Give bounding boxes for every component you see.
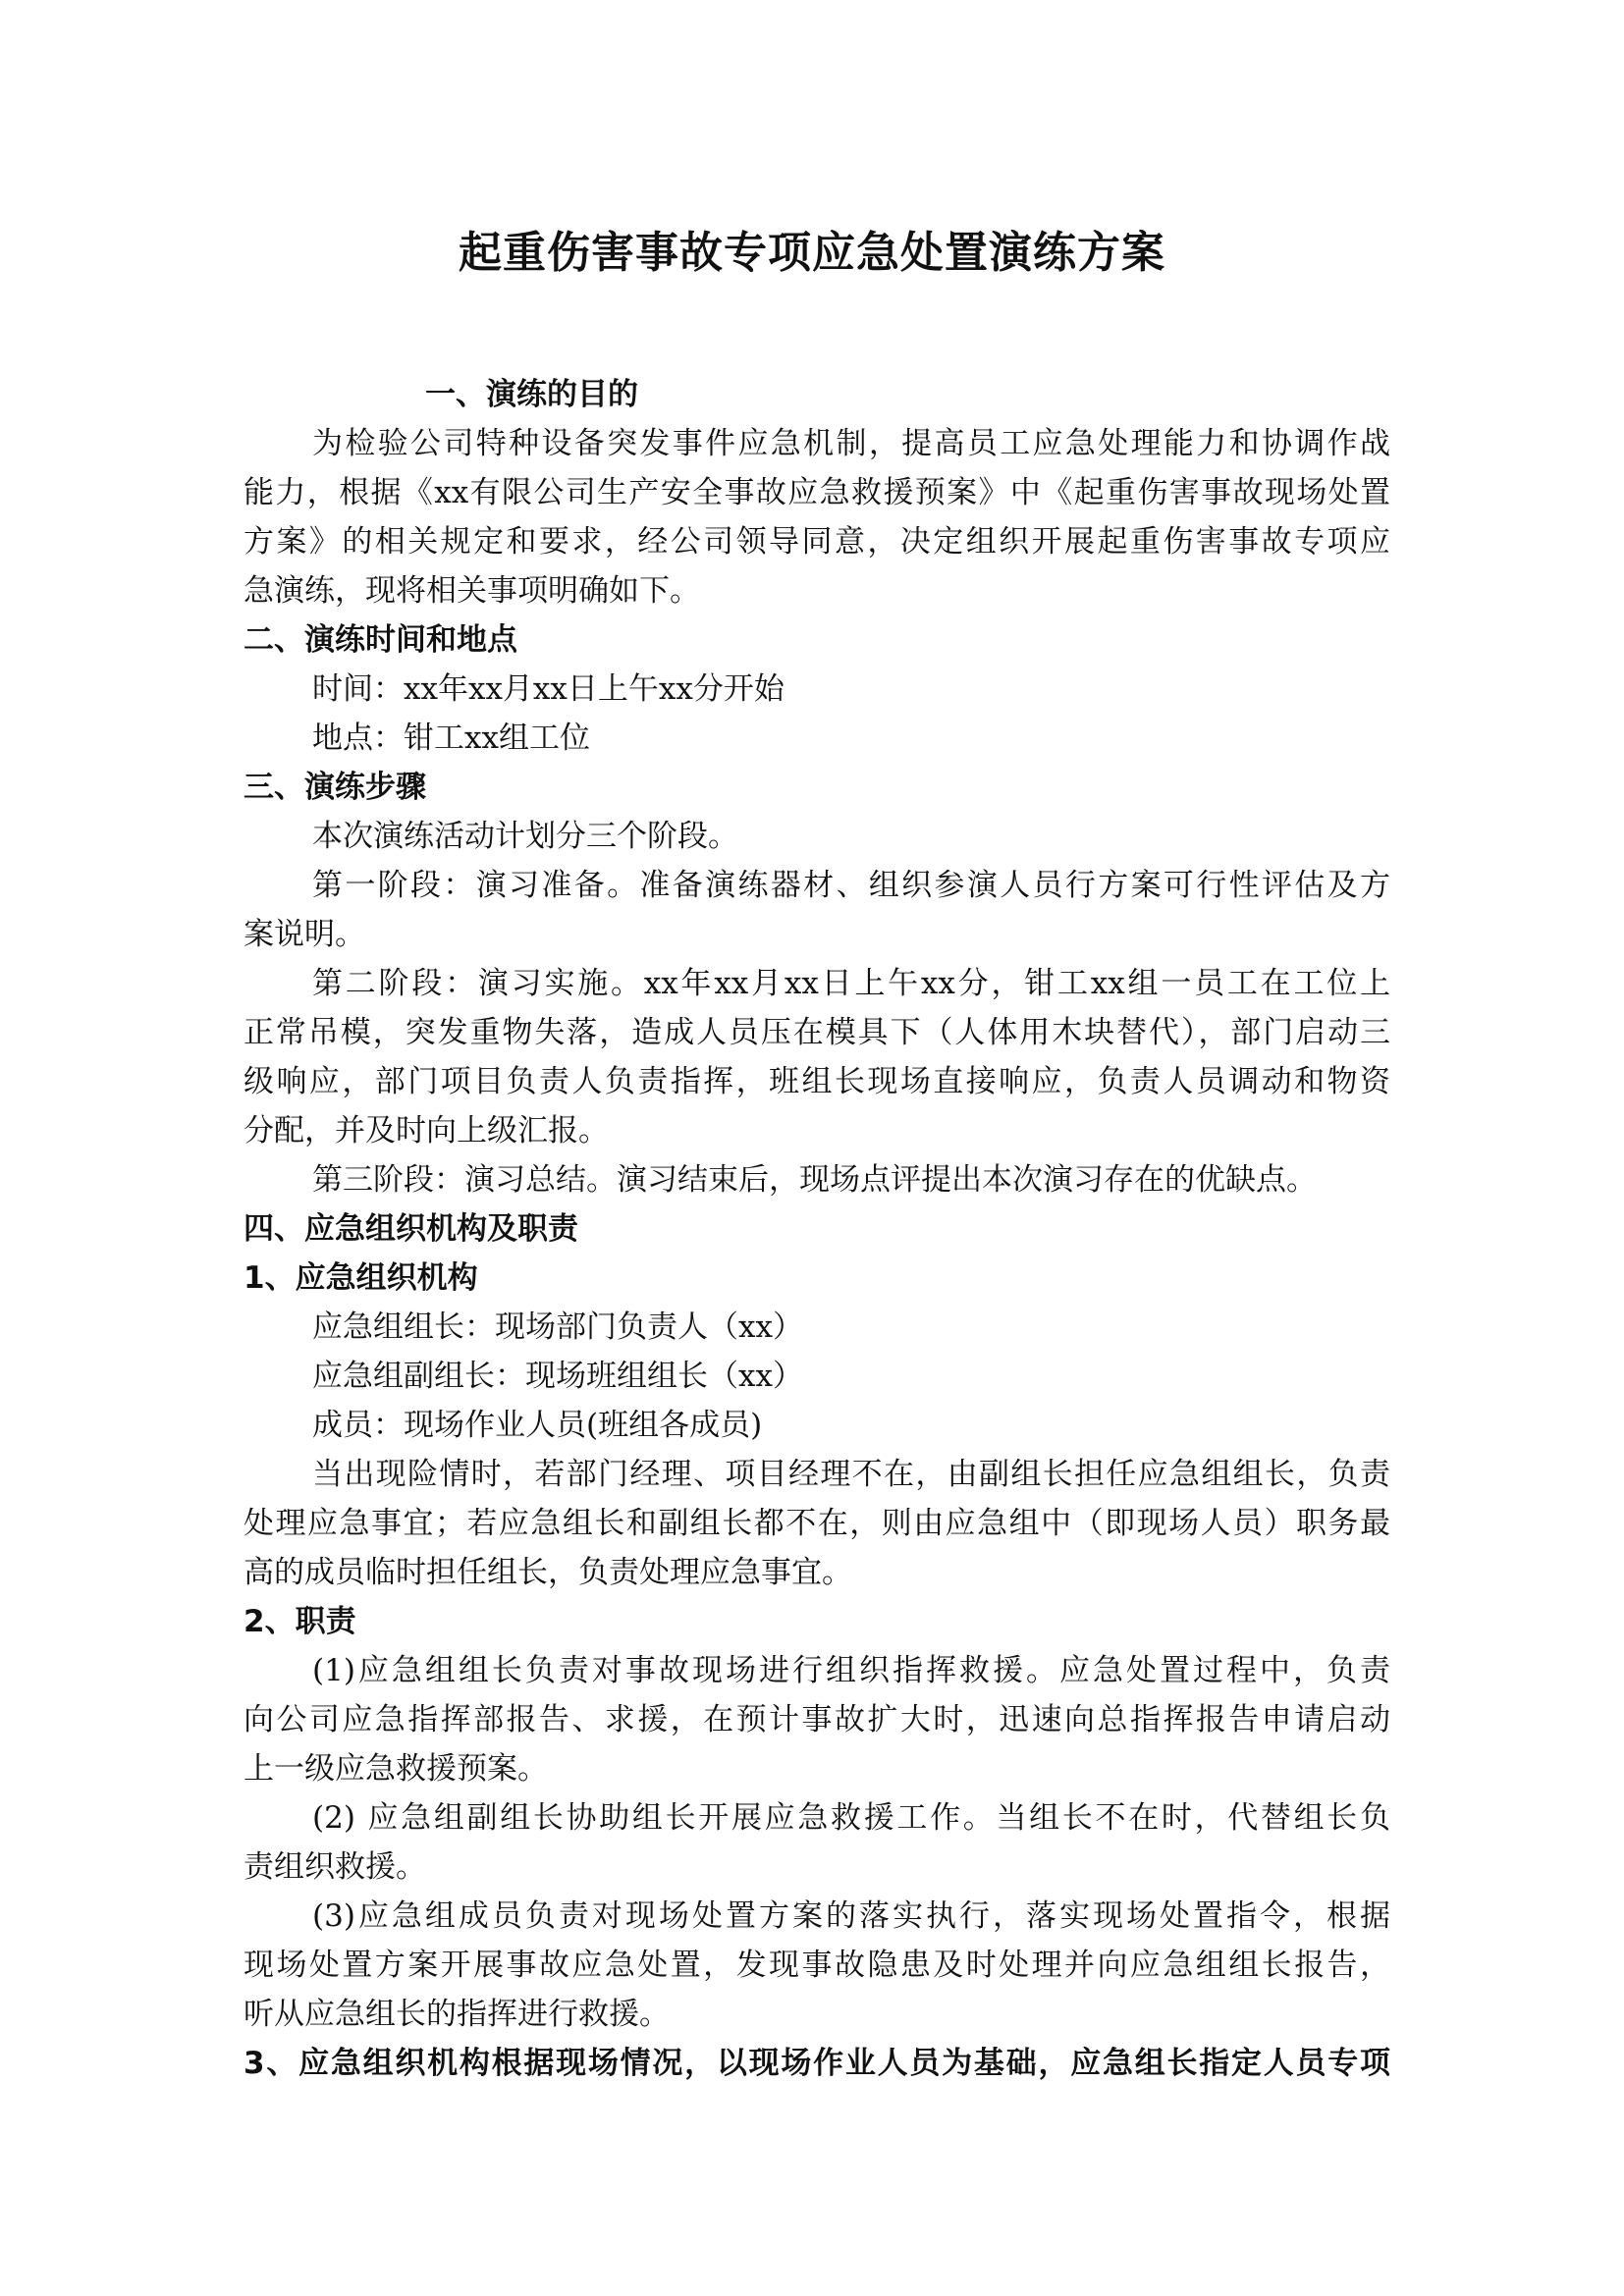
section-heading-purpose: 一、演练的目的 — [425, 377, 638, 412]
paragraph-line: 应急组组长：现场部门负责人（xx） — [312, 1309, 803, 1345]
paragraph-line: 地点：钳工xx组工位 — [312, 721, 590, 756]
paragraph-line: 时间：xx年xx月xx日上午xx分开始 — [312, 671, 785, 707]
paragraph-line: 急演练，现将相关事项明确如下。 — [244, 573, 700, 609]
paragraph-line: 责组织救援。 — [244, 1849, 426, 1885]
paragraph-line: 当出现险情时，若部门经理、项目经理不在，由副组长担任应急组组长，负责 — [312, 1457, 1390, 1492]
section-heading-time-place: 二、演练时间和地点 — [244, 622, 517, 658]
paragraph-line: 为检验公司特种设备突发事件应急机制，提高员工应急处理能力和协调作战 — [312, 426, 1390, 461]
paragraph-line: 应急组副组长：现场班组组长（xx） — [312, 1359, 803, 1394]
paragraph-line: 上一级应急救援预案。 — [244, 1751, 548, 1787]
paragraph-line: 方案》的相关规定和要求，经公司领导同意，决定组织开展起重伤害事故专项应 — [244, 524, 1390, 560]
paragraph-line: 高的成员临时担任组长，负责处理应急事宜。 — [244, 1555, 852, 1590]
paragraph-line: 处理应急事宜；若应急组长和副组长都不在，则由应急组中（即现场人员）职务最 — [244, 1506, 1390, 1541]
paragraph-line: (3)应急组成员负责对现场处置方案的落实执行，落实现场处置指令，根据 — [312, 1898, 1390, 1934]
subsection-heading-field-organization: 3、应急组织机构根据现场情况，以现场作业人员为基础，应急组长指定人员专项 — [244, 2046, 1390, 2081]
paragraph-line: (1)应急组组长负责对事故现场进行组织指挥救援。应急处置过程中，负责 — [312, 1653, 1390, 1688]
subsection-heading-structure: 1、应急组织机构 — [244, 1260, 478, 1296]
paragraph-line: 能力，根据《xx有限公司生产安全事故应急救援预案》中《起重伤害事故现场处置 — [244, 475, 1390, 510]
paragraph-line: 案说明。 — [244, 917, 365, 952]
paragraph-line: 听从应急组长的指挥进行救援。 — [244, 1997, 670, 2032]
paragraph-line: (2) 应急组副组长协助组长开展应急救援工作。当组长不在时，代替组长负 — [312, 1800, 1390, 1836]
paragraph-line: 第一阶段：演习准备。准备演练器材、组织参演人员行方案可行性评估及方 — [312, 868, 1390, 903]
paragraph-line: 第三阶段：演习总结。演习结束后，现场点评提出本次演习存在的优缺点。 — [312, 1162, 1317, 1198]
paragraph-line: 成员：现场作业人员(班组各成员) — [312, 1408, 763, 1443]
section-heading-organization: 四、应急组织机构及职责 — [244, 1211, 578, 1247]
paragraph-line: 向公司应急指挥部报告、求援，在预计事故扩大时，迅速向总指挥报告申请启动 — [244, 1702, 1390, 1737]
paragraph-line: 本次演练活动计划分三个阶段。 — [312, 819, 738, 854]
document-body — [244, 370, 1390, 2088]
section-heading-steps: 三、演练步骤 — [244, 770, 426, 805]
paragraph-line: 正常吊模，突发重物失落，造成人员压在模具下（人体用木块替代），部门启动三 — [244, 1015, 1390, 1050]
document-title: 起重伤害事故专项应急处置演练方案 — [459, 228, 1165, 278]
paragraph-line: 现场处置方案开展事故应急处置，发现事故隐患及时处理并向应急组组长报告， — [244, 1948, 1390, 1983]
subsection-heading-duties: 2、职责 — [244, 1604, 356, 1639]
paragraph-line: 第二阶段：演习实施。xx年xx月xx日上午xx分，钳工xx组一员工在工位上 — [312, 966, 1390, 1001]
paragraph-line: 分配，并及时向上级汇报。 — [244, 1113, 609, 1148]
paragraph-line: 级响应，部门项目负责人负责指挥，班组长现场直接响应，负责人员调动和物资 — [244, 1064, 1390, 1099]
